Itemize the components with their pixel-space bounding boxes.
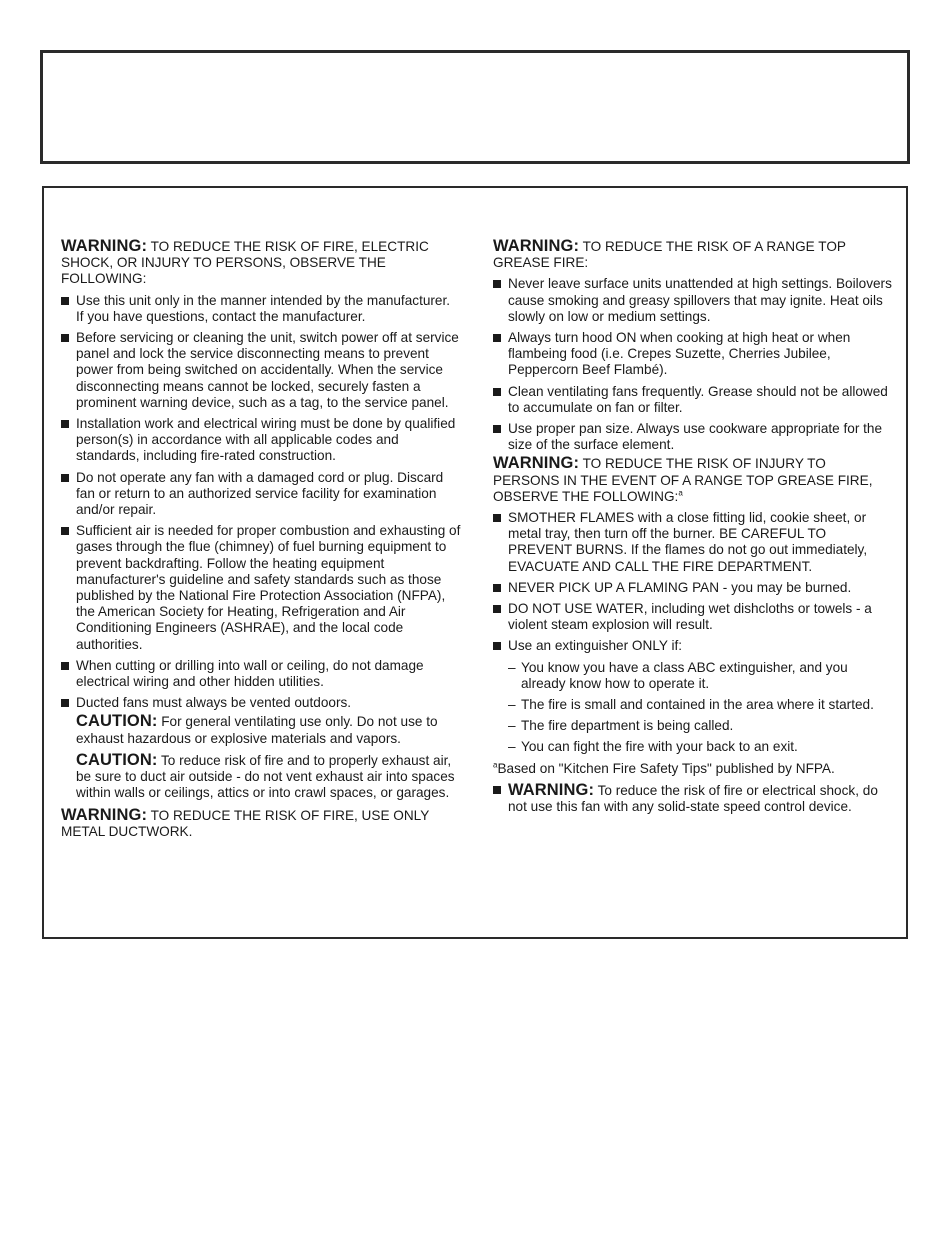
warning-keyword: WARNING: bbox=[61, 237, 148, 255]
bullet-square-icon bbox=[493, 388, 501, 396]
list-item: Before servicing or cleaning the unit, switch power off at service panel and lock the service disconnecting means to prevent power from being switched on accidentally. When the service disconnecting means cannot be locked, securely fasten a prominent warning device, such as a tag, to the service panel. bbox=[61, 330, 461, 411]
dash-marker: – bbox=[508, 697, 516, 713]
warning-injury-grease-fire: WARNING: TO REDUCE THE RISK OF INJURY TO PERSONS IN THE EVENT OF A RANGE TOP GREASE FIRE, OBSERVE THE FOLLOWING:$^a$ bbox=[493, 454, 873, 504]
caution-ventilating: CAUTION: For general ventilating use only. Do not use to exhaust hazardous or explosive materials and vapors. bbox=[76, 712, 438, 746]
list-item: Use an extinguisher ONLY if: bbox=[493, 638, 893, 654]
bullet-square-icon bbox=[61, 662, 69, 670]
footnote-marker: a bbox=[493, 760, 498, 770]
warning-keyword: WARNING: bbox=[508, 780, 595, 799]
list-item: WARNING: To reduce the risk of fire or electrical shock, do not use this fan with any solid-state speed control device. bbox=[493, 782, 893, 815]
bullet-square-icon bbox=[493, 786, 501, 794]
list-item: Do not operate any fan with a damaged cord or plug. Discard fan or return to an authorized service facility for examination and/or repair. bbox=[61, 470, 461, 519]
warning-keyword: WARNING: bbox=[493, 237, 580, 255]
bullet-square-icon bbox=[493, 584, 501, 592]
sub-list-item: – You know you have a class ABC extinguisher, and you already know how to operate it. bbox=[508, 659, 848, 691]
list-item: Installation work and electrical wiring must be done by qualified person(s) in accordance with all applicable codes and standards, including fire-rated construction. bbox=[61, 416, 461, 465]
footnote: $^a$Based on "Kitchen Fire Safety Tips" published by NFPA. bbox=[493, 760, 835, 776]
list-item: Use proper pan size. Always use cookware appropriate for the size of the surface element. bbox=[493, 421, 893, 453]
right-column bbox=[493, 238, 893, 820]
list-item: When cutting or drilling into wall or ceiling, do not damage electrical wiring and other hidden utilities. bbox=[61, 658, 461, 690]
list-item: Ducted fans must always be vented outdoors. bbox=[61, 695, 461, 711]
dash-marker: – bbox=[508, 718, 516, 734]
warning-keyword: WARNING: bbox=[61, 805, 148, 824]
bullet-square-icon bbox=[61, 334, 69, 342]
safety-instructions-box bbox=[42, 186, 908, 939]
bullet-square-icon bbox=[493, 605, 501, 613]
bullet-square-icon bbox=[61, 474, 69, 482]
bullet-square-icon bbox=[493, 334, 501, 342]
dash-marker: – bbox=[508, 739, 516, 755]
sub-list-item: – The fire department is being called. bbox=[508, 718, 734, 734]
list-item: DO NOT USE WATER, including wet dishcloths or towels - a violent steam explosion will result. bbox=[493, 601, 893, 633]
warning-keyword: WARNING: bbox=[493, 454, 580, 473]
bullet-square-icon bbox=[493, 514, 501, 522]
caution-exhaust: CAUTION: To reduce risk of fire and to properly exhaust air, be sure to duct air outside - do not vent exhaust air into spaces within walls or ceilings, attics or into crawl spaces, or garages. bbox=[76, 750, 455, 801]
list-item: SMOTHER FLAMES with a close fitting lid, cookie sheet, or metal tray, then turn off the burner. BE CAREFUL TO PREVENT BURNS. If the flames do not go out immediately, EVACUATE AND CALL THE FIRE DEPARTMENT. bbox=[493, 510, 893, 575]
sub-list-item: – You can fight the fire with your back to an exit. bbox=[508, 739, 798, 755]
warning-ductwork: WARNING: TO REDUCE THE RISK OF FIRE, USE ONLY METAL DUCTWORK. bbox=[61, 805, 430, 839]
list-item: Never leave surface units unattended at high settings. Boilovers cause smoking and greasy spillovers that may ignite. Heat oils slowly on low or medium settings. bbox=[493, 276, 893, 325]
list-item: Use this unit only in the manner intended by the manufacturer. If you have questions, contact the manufacturer. bbox=[61, 293, 461, 325]
bullet-square-icon bbox=[61, 527, 69, 535]
list-item: Clean ventilating fans frequently. Grease should not be allowed to accumulate on fan or filter. bbox=[493, 384, 893, 416]
bullet-square-icon bbox=[61, 297, 69, 305]
left-column bbox=[61, 238, 461, 845]
footnote-marker: a bbox=[678, 488, 683, 498]
list-item: Always turn hood ON when cooking at high heat or when flambeing food (i.e. Crepes Suzette, Cherries Jubilee, Peppercorn Beef Flambé). bbox=[493, 330, 893, 379]
caution-keyword: CAUTION: bbox=[76, 712, 158, 731]
bullet-square-icon bbox=[493, 425, 501, 433]
sub-list-item: – The fire is small and contained in the area where it started. bbox=[508, 697, 874, 713]
bullet-square-icon bbox=[61, 420, 69, 428]
dash-marker: – bbox=[508, 659, 516, 675]
bullet-square-icon bbox=[493, 280, 501, 288]
list-item: NEVER PICK UP A FLAMING PAN - you may be burned. bbox=[493, 580, 893, 596]
warning-fire-shock-injury: WARNING: TO REDUCE THE RISK OF FIRE, ELECTRIC SHOCK, OR INJURY TO PERSONS, OBSERVE THE FOLLOWING: bbox=[61, 237, 429, 287]
bullet-square-icon bbox=[493, 642, 501, 650]
warning-grease-fire: WARNING: TO REDUCE THE RISK OF A RANGE TOP GREASE FIRE: bbox=[493, 237, 846, 271]
list-item: Sufficient air is needed for proper combustion and exhausting of gases through the flue (chimney) of fuel burning equipment to prevent backdrafting. Follow the heating equipment manufacturer's guideline and safety standards such as those published by the National Fire Protection Association (NFPA), the American Society for Heating, Refrigeration and Air Conditioning Engineers (ASHRAE), and the local code authorities. bbox=[61, 523, 461, 653]
bullet-square-icon bbox=[61, 699, 69, 707]
caution-keyword: CAUTION: bbox=[76, 750, 158, 769]
title-box bbox=[40, 50, 910, 164]
